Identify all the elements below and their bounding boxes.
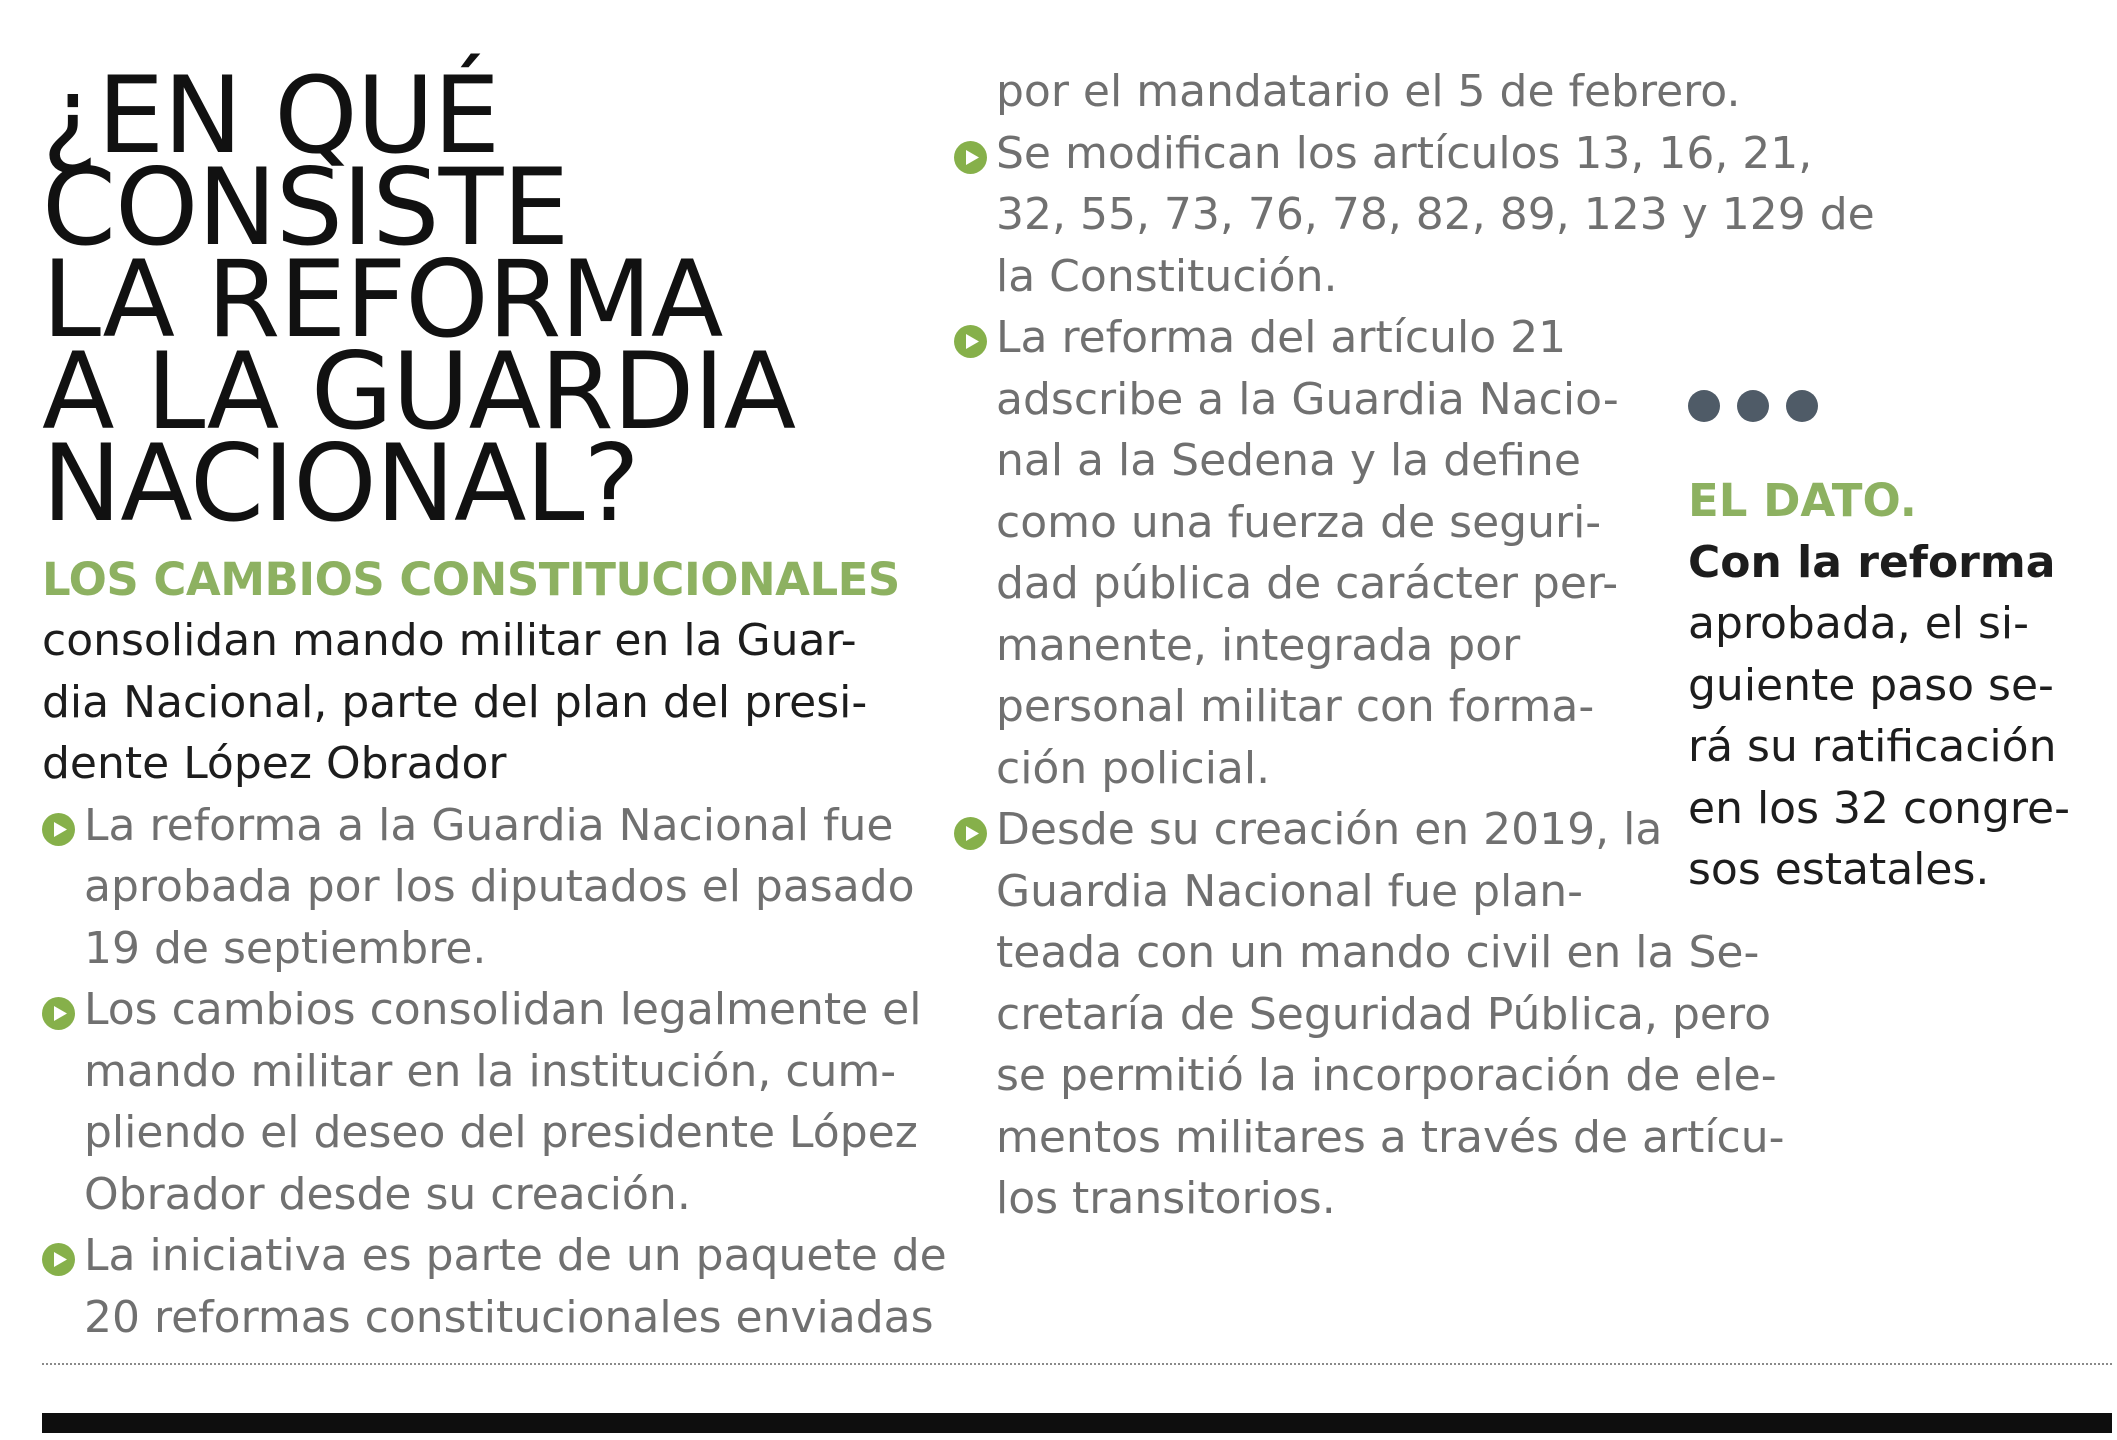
bullet-line: mando militar en la institución, cum- [84,1045,897,1097]
play-circle-icon [42,997,75,1030]
lead-line: dia Nacional, parte del plan del presi- [42,676,868,728]
bullet-line: personal militar con forma- [996,681,1595,732]
bullet-line: teada con un mando civil en la Se- [996,927,1760,978]
bullet-line: aprobada por los diputados el pasado [84,861,915,912]
bullet-line: mentos militares a través de artícu- [996,1111,1785,1163]
dato-bold-line: Con la reforma [1688,536,2056,588]
dot [1737,390,1769,422]
play-circle-icon [42,1243,75,1276]
bullet-list-left [42,795,947,1349]
headline [42,54,902,545]
bullet-line: Los cambios consolidan legalmente el [84,984,922,1035]
bullet-line: se permitió la incorporación de ele- [996,1050,1777,1101]
dato-line: rá su ratificación [1688,721,2057,772]
continued-text [954,61,1804,123]
headline-line: LA REFORMA [42,238,723,361]
headline-line: A LA GUARDIA [42,330,796,453]
bullet-item [954,123,1875,308]
dato-line: aprobada, el si- [1688,598,2029,649]
bullet-line: Desde su creación en 2019, la [996,804,1663,855]
three-dots-icon [1688,390,2108,422]
dot [1786,390,1818,422]
play-circle-icon [42,813,75,846]
bullet-line: ción policial. [996,742,1271,794]
bullet-line: la Constitución. [996,250,1338,302]
bullet-line: Guardia Nacional fue plan- [996,865,1583,917]
bullet-line: 20 reformas constitucionales enviadas [84,1291,934,1343]
bottom-rule [42,1413,2112,1433]
bullet-line: Se modifican los artículos 13, 16, 21, [996,127,1813,179]
bullet-line: La reforma a la Guardia Nacional fue [84,799,894,851]
play-circle-icon [954,141,987,174]
continued-line: por el mandatario el 5 de febrero. [996,66,1741,117]
dotted-divider [42,1363,2112,1365]
lead-line: dente López Obrador [42,738,507,789]
lead-line: consolidan mando militar en la Guar- [42,615,857,666]
bullet-line: dad pública de carácter per- [996,558,1619,609]
headline-line: NACIONAL? [42,422,639,545]
bullet-item [954,799,1804,1230]
bullet-item [42,795,915,980]
play-circle-icon [954,325,987,358]
bullet-line: La iniciativa es parte de un paquete de [84,1230,947,1281]
bullet-line: 32, 55, 73, 76, 78, 82, 89, 123 y 129 de [996,189,1875,240]
play-circle-icon [954,817,987,850]
bullet-item [954,307,1804,799]
dato-label: EL DATO. [1688,474,1917,527]
dato-line: guiente paso se- [1688,659,2054,711]
bullet-line: cretaría de Seguridad Pública, pero [996,988,1771,1040]
bullet-line: 19 de septiembre. [84,922,487,974]
bullet-line: Obrador desde su creación. [84,1168,691,1220]
dato-text [1688,532,2108,901]
bullet-line: los transitorios. [996,1173,1336,1224]
bullet-line: nal a la Sedena y la define [996,435,1581,486]
dot [1688,390,1720,422]
lead-paragraph [42,610,902,795]
bullet-item [42,1225,947,1348]
bullet-line: como una fuerza de seguri- [996,496,1602,548]
dato-box [1688,390,2108,901]
bullet-line: adscribe a la Guardia Nacio- [996,373,1619,425]
bullet-line: La reforma del artículo 21 [996,312,1567,363]
bullet-item [42,979,922,1225]
dato-line: en los 32 congre- [1688,782,2070,834]
bullet-line: pliendo el deseo del presidente López [84,1107,918,1158]
left-column [42,54,947,1348]
headline-line: ¿EN QUÉ CONSISTE [42,54,569,269]
kicker: LOS CAMBIOS CONSTITUCIONALES [42,553,900,606]
dato-line: sos estatales. [1688,844,1990,895]
bullet-line: manente, integrada por [996,619,1521,671]
